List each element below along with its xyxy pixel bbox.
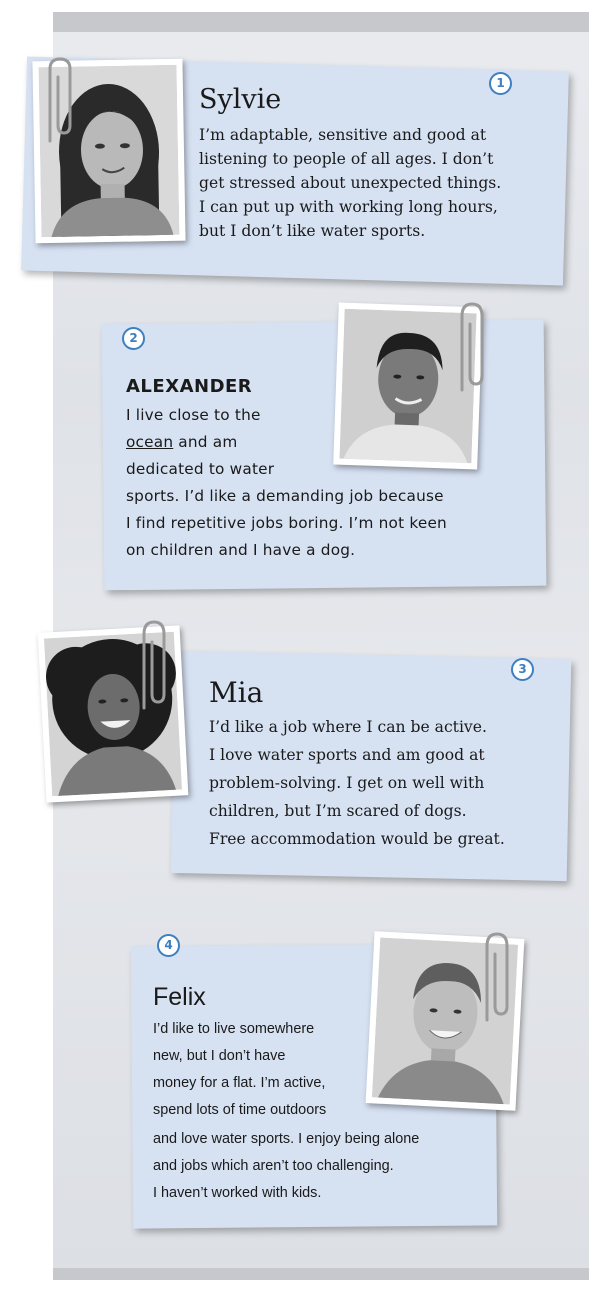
paperclip-icon [132, 618, 172, 713]
number-badge-icon: 4 [157, 934, 180, 957]
profile-text-line: spend lots of time outdoors [153, 1101, 327, 1118]
profile-text-line: Free accommodation would be great. [209, 830, 505, 848]
paperclip-icon [36, 55, 76, 145]
profile-text-line: I live close to the [126, 406, 261, 424]
profile-text-line: I find repetitive jobs boring. I’m not keen [126, 514, 447, 532]
profile-text-line: I’m adaptable, sensitive and good at [199, 126, 487, 144]
number-badge-icon: 2 [122, 327, 145, 350]
profile-name: ALEXANDER [126, 376, 253, 397]
profile-text-line: I love water sports and am good at [209, 746, 485, 764]
paperclip-icon [450, 300, 490, 395]
profile-text-line: listening to people of all ages. I don’t [199, 150, 494, 168]
strip-bottom-bar [53, 1268, 589, 1280]
number-badge-icon: 3 [511, 658, 534, 681]
profile-text-line: problem-solving. I get on well with [209, 774, 485, 792]
underlined-word: ocean [126, 433, 174, 451]
profile-text-line: money for a flat. I’m active, [153, 1074, 326, 1091]
profile-text-line: dedicated to water [126, 460, 275, 478]
profile-text-line: I can put up with working long hours, [199, 198, 498, 216]
profile-name: Mia [209, 676, 264, 709]
profile-text-line: but I don’t like water sports. [199, 222, 426, 240]
profile-text-line: new, but I don’t have [153, 1047, 286, 1064]
profile-text-line: children, but I’m scared of dogs. [209, 802, 467, 820]
profile-text-line: sports. I’d like a demanding job because [126, 487, 444, 505]
profile-name: Felix [153, 983, 206, 1011]
profile-text-line: ocean and am [126, 433, 238, 451]
number-badge-icon: 1 [489, 72, 512, 95]
profile-text-line: and jobs which aren’t too challenging. [153, 1157, 394, 1174]
profile-text-line: on children and I have a dog. [126, 541, 356, 559]
profile-text-line: get stressed about unexpected things. [199, 174, 502, 192]
profile-text-line: I’d like a job where I can be active. [209, 718, 487, 736]
profile-name: Sylvie [199, 84, 282, 115]
strip-top-bar [53, 12, 589, 32]
paperclip-icon [475, 930, 515, 1025]
profile-text-line: and love water sports. I enjoy being alone [153, 1130, 420, 1147]
profile-text-line: I haven’t worked with kids. [153, 1184, 322, 1201]
profile-text-line: I’d like to live somewhere [153, 1020, 315, 1037]
